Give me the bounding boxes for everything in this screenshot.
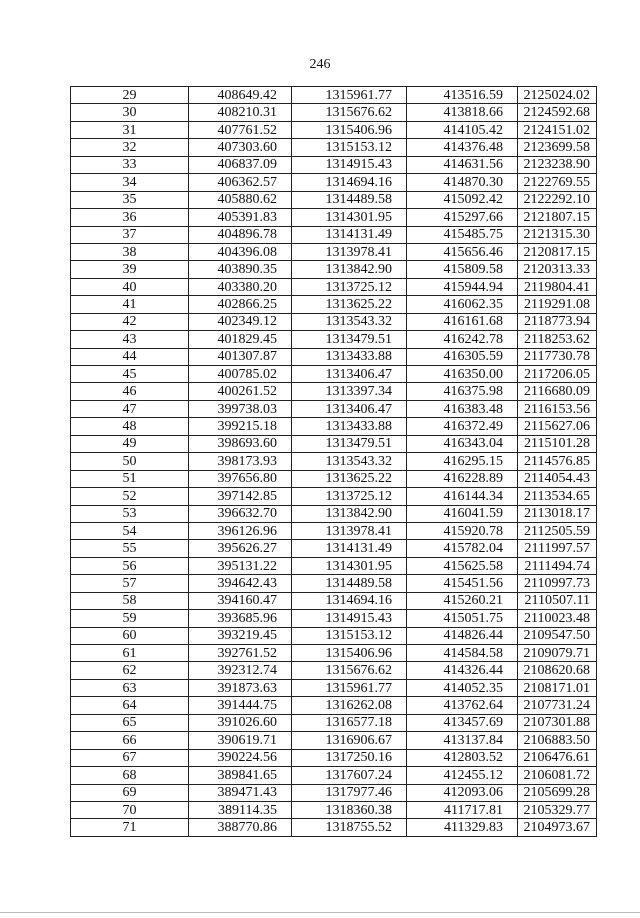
value-4-cell: 2110997.73: [518, 575, 597, 592]
table-row: [71, 592, 597, 609]
value-3-cell: 413457.69: [407, 714, 518, 731]
value-4-cell: 2119804.41: [518, 278, 597, 295]
point-number-cell: 35: [71, 191, 189, 208]
table-row: [71, 488, 597, 505]
value-3-cell: 414584.58: [407, 645, 518, 662]
value-3-cell: 413762.64: [407, 697, 518, 714]
value-3-cell: 416372.49: [407, 418, 518, 435]
point-number-cell: 48: [71, 418, 189, 435]
value-2-cell: 1314131.49: [292, 226, 407, 243]
value-4-cell: 2111494.74: [518, 557, 597, 574]
table-row: [71, 435, 597, 452]
table-row: [71, 784, 597, 801]
value-3-cell: 416295.15: [407, 453, 518, 470]
value-2-cell: 1314489.58: [292, 191, 407, 208]
value-1-cell: 396632.70: [189, 505, 292, 522]
table-row: [71, 645, 597, 662]
value-3-cell: 416041.59: [407, 505, 518, 522]
value-4-cell: 2108620.68: [518, 662, 597, 679]
value-1-cell: 402866.25: [189, 296, 292, 313]
value-1-cell: 408649.42: [189, 87, 292, 104]
value-1-cell: 391444.75: [189, 697, 292, 714]
table-row: [71, 243, 597, 260]
value-3-cell: 415451.56: [407, 575, 518, 592]
value-3-cell: 415809.58: [407, 261, 518, 278]
value-4-cell: 2118253.62: [518, 331, 597, 348]
value-3-cell: 415944.94: [407, 278, 518, 295]
value-3-cell: 414376.48: [407, 139, 518, 156]
value-3-cell: 415656.46: [407, 243, 518, 260]
value-3-cell: 411717.81: [407, 801, 518, 818]
value-2-cell: 1317250.16: [292, 749, 407, 766]
table-row: [71, 383, 597, 400]
table-row: [71, 87, 597, 104]
value-3-cell: 416383.48: [407, 400, 518, 417]
value-1-cell: 407303.60: [189, 139, 292, 156]
page-number: 246: [309, 57, 331, 72]
point-number-cell: 37: [71, 226, 189, 243]
table-row: [71, 470, 597, 487]
value-4-cell: 2114576.85: [518, 453, 597, 470]
value-1-cell: 391026.60: [189, 714, 292, 731]
point-number-cell: 66: [71, 732, 189, 749]
value-1-cell: 390224.56: [189, 749, 292, 766]
table-row: [71, 505, 597, 522]
value-2-cell: 1314915.43: [292, 610, 407, 627]
value-4-cell: 2108171.01: [518, 679, 597, 696]
value-3-cell: 415260.21: [407, 592, 518, 609]
value-4-cell: 2124592.68: [518, 104, 597, 121]
point-number-cell: 65: [71, 714, 189, 731]
point-number-cell: 29: [71, 87, 189, 104]
value-1-cell: 392761.52: [189, 645, 292, 662]
point-number-cell: 36: [71, 209, 189, 226]
point-number-cell: 38: [71, 243, 189, 260]
value-3-cell: 416228.89: [407, 470, 518, 487]
value-3-cell: 416350.00: [407, 366, 518, 383]
table-row: [71, 261, 597, 278]
point-number-cell: 61: [71, 645, 189, 662]
point-number-cell: 58: [71, 592, 189, 609]
point-number-cell: 53: [71, 505, 189, 522]
value-3-cell: 416375.98: [407, 383, 518, 400]
value-4-cell: 2124151.02: [518, 121, 597, 138]
value-4-cell: 2123238.90: [518, 156, 597, 173]
value-2-cell: 1313479.51: [292, 331, 407, 348]
value-3-cell: 415092.42: [407, 191, 518, 208]
value-3-cell: 416305.59: [407, 348, 518, 365]
point-number-cell: 57: [71, 575, 189, 592]
value-4-cell: 2119291.08: [518, 296, 597, 313]
point-number-cell: 47: [71, 400, 189, 417]
value-2-cell: 1315153.12: [292, 627, 407, 644]
value-1-cell: 393219.45: [189, 627, 292, 644]
value-2-cell: 1313479.51: [292, 435, 407, 452]
value-4-cell: 2122292.10: [518, 191, 597, 208]
table-row: [71, 139, 597, 156]
table-row: [71, 732, 597, 749]
value-3-cell: 414826.44: [407, 627, 518, 644]
value-2-cell: 1318755.52: [292, 819, 407, 836]
value-3-cell: 416144.34: [407, 488, 518, 505]
table-row: [71, 540, 597, 557]
value-1-cell: 405880.62: [189, 191, 292, 208]
table-row: [71, 366, 597, 383]
point-number-cell: 32: [71, 139, 189, 156]
value-1-cell: 403380.20: [189, 278, 292, 295]
value-1-cell: 407761.52: [189, 121, 292, 138]
value-3-cell: 415782.04: [407, 540, 518, 557]
table-row: [71, 697, 597, 714]
value-4-cell: 2105699.28: [518, 784, 597, 801]
value-4-cell: 2110023.48: [518, 610, 597, 627]
value-2-cell: 1313625.22: [292, 296, 407, 313]
value-2-cell: 1313978.41: [292, 243, 407, 260]
point-number-cell: 50: [71, 453, 189, 470]
value-3-cell: 414326.44: [407, 662, 518, 679]
value-2-cell: 1313625.22: [292, 470, 407, 487]
value-2-cell: 1313433.88: [292, 418, 407, 435]
value-4-cell: 2107301.88: [518, 714, 597, 731]
value-2-cell: 1316577.18: [292, 714, 407, 731]
value-3-cell: 413818.66: [407, 104, 518, 121]
table-row: [71, 714, 597, 731]
value-1-cell: 398173.93: [189, 453, 292, 470]
point-number-cell: 34: [71, 174, 189, 191]
value-1-cell: 389471.43: [189, 784, 292, 801]
value-4-cell: 2107731.24: [518, 697, 597, 714]
value-4-cell: 2116680.09: [518, 383, 597, 400]
value-1-cell: 408210.31: [189, 104, 292, 121]
table-row: [71, 400, 597, 417]
table-row: [71, 156, 597, 173]
value-1-cell: 403890.35: [189, 261, 292, 278]
value-1-cell: 388770.86: [189, 819, 292, 836]
table-row: [71, 453, 597, 470]
point-number-cell: 31: [71, 121, 189, 138]
value-3-cell: 413516.59: [407, 87, 518, 104]
value-3-cell: 413137.84: [407, 732, 518, 749]
value-4-cell: 2106081.72: [518, 767, 597, 784]
value-1-cell: 390619.71: [189, 732, 292, 749]
value-2-cell: 1313725.12: [292, 488, 407, 505]
value-4-cell: 2117730.78: [518, 348, 597, 365]
point-number-cell: 64: [71, 697, 189, 714]
value-1-cell: 404396.08: [189, 243, 292, 260]
bottom-edge-rule: [0, 912, 640, 913]
value-1-cell: 405391.83: [189, 209, 292, 226]
value-1-cell: 406362.57: [189, 174, 292, 191]
table-row: [71, 575, 597, 592]
table-row: [71, 679, 597, 696]
value-4-cell: 2109547.50: [518, 627, 597, 644]
coordinates-table: [70, 86, 597, 837]
value-2-cell: 1314131.49: [292, 540, 407, 557]
table-row: [71, 191, 597, 208]
value-3-cell: 416242.78: [407, 331, 518, 348]
table-row: [71, 767, 597, 784]
value-2-cell: 1315676.62: [292, 104, 407, 121]
value-1-cell: 400785.02: [189, 366, 292, 383]
value-3-cell: 415920.78: [407, 522, 518, 539]
value-4-cell: 2120817.15: [518, 243, 597, 260]
point-number-cell: 69: [71, 784, 189, 801]
value-3-cell: 415051.75: [407, 610, 518, 627]
value-3-cell: 412093.06: [407, 784, 518, 801]
table-row: [71, 296, 597, 313]
value-3-cell: 416343.04: [407, 435, 518, 452]
value-2-cell: 1313842.90: [292, 261, 407, 278]
value-1-cell: 397142.85: [189, 488, 292, 505]
value-1-cell: 399215.18: [189, 418, 292, 435]
point-number-cell: 68: [71, 767, 189, 784]
value-2-cell: 1315406.96: [292, 121, 407, 138]
table-row: [71, 749, 597, 766]
value-2-cell: 1314301.95: [292, 557, 407, 574]
point-number-cell: 43: [71, 331, 189, 348]
value-2-cell: 1313543.32: [292, 453, 407, 470]
value-4-cell: 2121807.15: [518, 209, 597, 226]
value-4-cell: 2116153.56: [518, 400, 597, 417]
table-row: [71, 313, 597, 330]
value-4-cell: 2112505.59: [518, 522, 597, 539]
value-1-cell: 395131.22: [189, 557, 292, 574]
point-number-cell: 30: [71, 104, 189, 121]
value-1-cell: 402349.12: [189, 313, 292, 330]
value-2-cell: 1313406.47: [292, 366, 407, 383]
value-2-cell: 1313433.88: [292, 348, 407, 365]
table-row: [71, 801, 597, 818]
value-4-cell: 2113534.65: [518, 488, 597, 505]
value-4-cell: 2121315.30: [518, 226, 597, 243]
table-row: [71, 662, 597, 679]
value-4-cell: 2106476.61: [518, 749, 597, 766]
value-1-cell: 401829.45: [189, 331, 292, 348]
value-3-cell: 416161.68: [407, 313, 518, 330]
value-1-cell: 396126.96: [189, 522, 292, 539]
value-3-cell: 414870.30: [407, 174, 518, 191]
value-3-cell: 415485.75: [407, 226, 518, 243]
table-row: [71, 819, 597, 836]
value-2-cell: 1313842.90: [292, 505, 407, 522]
point-number-cell: 56: [71, 557, 189, 574]
table-row: [71, 226, 597, 243]
point-number-cell: 46: [71, 383, 189, 400]
value-2-cell: 1318360.38: [292, 801, 407, 818]
value-2-cell: 1315961.77: [292, 679, 407, 696]
value-1-cell: 406837.09: [189, 156, 292, 173]
point-number-cell: 55: [71, 540, 189, 557]
value-4-cell: 2113018.17: [518, 505, 597, 522]
point-number-cell: 52: [71, 488, 189, 505]
point-number-cell: 40: [71, 278, 189, 295]
point-number-cell: 60: [71, 627, 189, 644]
value-2-cell: 1313397.34: [292, 383, 407, 400]
table-row: [71, 627, 597, 644]
value-2-cell: 1313406.47: [292, 400, 407, 417]
value-4-cell: 2115101.28: [518, 435, 597, 452]
table-row: [71, 104, 597, 121]
point-number-cell: 41: [71, 296, 189, 313]
value-4-cell: 2118773.94: [518, 313, 597, 330]
value-4-cell: 2122769.55: [518, 174, 597, 191]
point-number-cell: 59: [71, 610, 189, 627]
table-row: [71, 522, 597, 539]
value-3-cell: 414052.35: [407, 679, 518, 696]
point-number-cell: 51: [71, 470, 189, 487]
value-3-cell: 411329.83: [407, 819, 518, 836]
value-1-cell: 399738.03: [189, 400, 292, 417]
value-3-cell: 412455.12: [407, 767, 518, 784]
value-2-cell: 1315153.12: [292, 139, 407, 156]
value-1-cell: 401307.87: [189, 348, 292, 365]
point-number-cell: 67: [71, 749, 189, 766]
value-3-cell: 415297.66: [407, 209, 518, 226]
value-2-cell: 1317607.24: [292, 767, 407, 784]
value-2-cell: 1313725.12: [292, 278, 407, 295]
table-row: [71, 121, 597, 138]
point-number-cell: 54: [71, 522, 189, 539]
value-4-cell: 2110507.11: [518, 592, 597, 609]
value-1-cell: 397656.80: [189, 470, 292, 487]
table-row: [71, 557, 597, 574]
value-1-cell: 393685.96: [189, 610, 292, 627]
value-2-cell: 1314301.95: [292, 209, 407, 226]
point-number-cell: 39: [71, 261, 189, 278]
value-4-cell: 2114054.43: [518, 470, 597, 487]
value-2-cell: 1315676.62: [292, 662, 407, 679]
table-row: [71, 174, 597, 191]
value-1-cell: 404896.78: [189, 226, 292, 243]
point-number-cell: 71: [71, 819, 189, 836]
point-number-cell: 42: [71, 313, 189, 330]
value-4-cell: 2109079.71: [518, 645, 597, 662]
table-row: [71, 331, 597, 348]
value-2-cell: 1313978.41: [292, 522, 407, 539]
value-4-cell: 2123699.58: [518, 139, 597, 156]
value-4-cell: 2117206.05: [518, 366, 597, 383]
value-3-cell: 412803.52: [407, 749, 518, 766]
value-3-cell: 415625.58: [407, 557, 518, 574]
value-1-cell: 389841.65: [189, 767, 292, 784]
value-1-cell: 394642.43: [189, 575, 292, 592]
point-number-cell: 45: [71, 366, 189, 383]
value-1-cell: 400261.52: [189, 383, 292, 400]
point-number-cell: 44: [71, 348, 189, 365]
value-2-cell: 1316262.08: [292, 697, 407, 714]
value-1-cell: 395626.27: [189, 540, 292, 557]
value-4-cell: 2115627.06: [518, 418, 597, 435]
value-2-cell: 1315961.77: [292, 87, 407, 104]
value-2-cell: 1314915.43: [292, 156, 407, 173]
table-row: [71, 278, 597, 295]
value-1-cell: 389114.35: [189, 801, 292, 818]
coordinates-table-body: [71, 87, 597, 837]
point-number-cell: 49: [71, 435, 189, 452]
point-number-cell: 62: [71, 662, 189, 679]
value-4-cell: 2104973.67: [518, 819, 597, 836]
value-2-cell: 1314489.58: [292, 575, 407, 592]
table-row: [71, 209, 597, 226]
value-1-cell: 392312.74: [189, 662, 292, 679]
value-1-cell: 398693.60: [189, 435, 292, 452]
value-1-cell: 394160.47: [189, 592, 292, 609]
point-number-cell: 70: [71, 801, 189, 818]
value-2-cell: 1314694.16: [292, 174, 407, 191]
value-4-cell: 2125024.02: [518, 87, 597, 104]
value-4-cell: 2120313.33: [518, 261, 597, 278]
table-row: [71, 418, 597, 435]
value-2-cell: 1315406.96: [292, 645, 407, 662]
value-2-cell: 1317977.46: [292, 784, 407, 801]
value-2-cell: 1313543.32: [292, 313, 407, 330]
value-4-cell: 2106883.50: [518, 732, 597, 749]
value-1-cell: 391873.63: [189, 679, 292, 696]
point-number-cell: 63: [71, 679, 189, 696]
point-number-cell: 33: [71, 156, 189, 173]
value-3-cell: 416062.35: [407, 296, 518, 313]
value-4-cell: 2105329.77: [518, 801, 597, 818]
value-4-cell: 2111997.57: [518, 540, 597, 557]
value-3-cell: 414631.56: [407, 156, 518, 173]
value-2-cell: 1316906.67: [292, 732, 407, 749]
table-row: [71, 610, 597, 627]
table-row: [71, 348, 597, 365]
value-3-cell: 414105.42: [407, 121, 518, 138]
value-2-cell: 1314694.16: [292, 592, 407, 609]
